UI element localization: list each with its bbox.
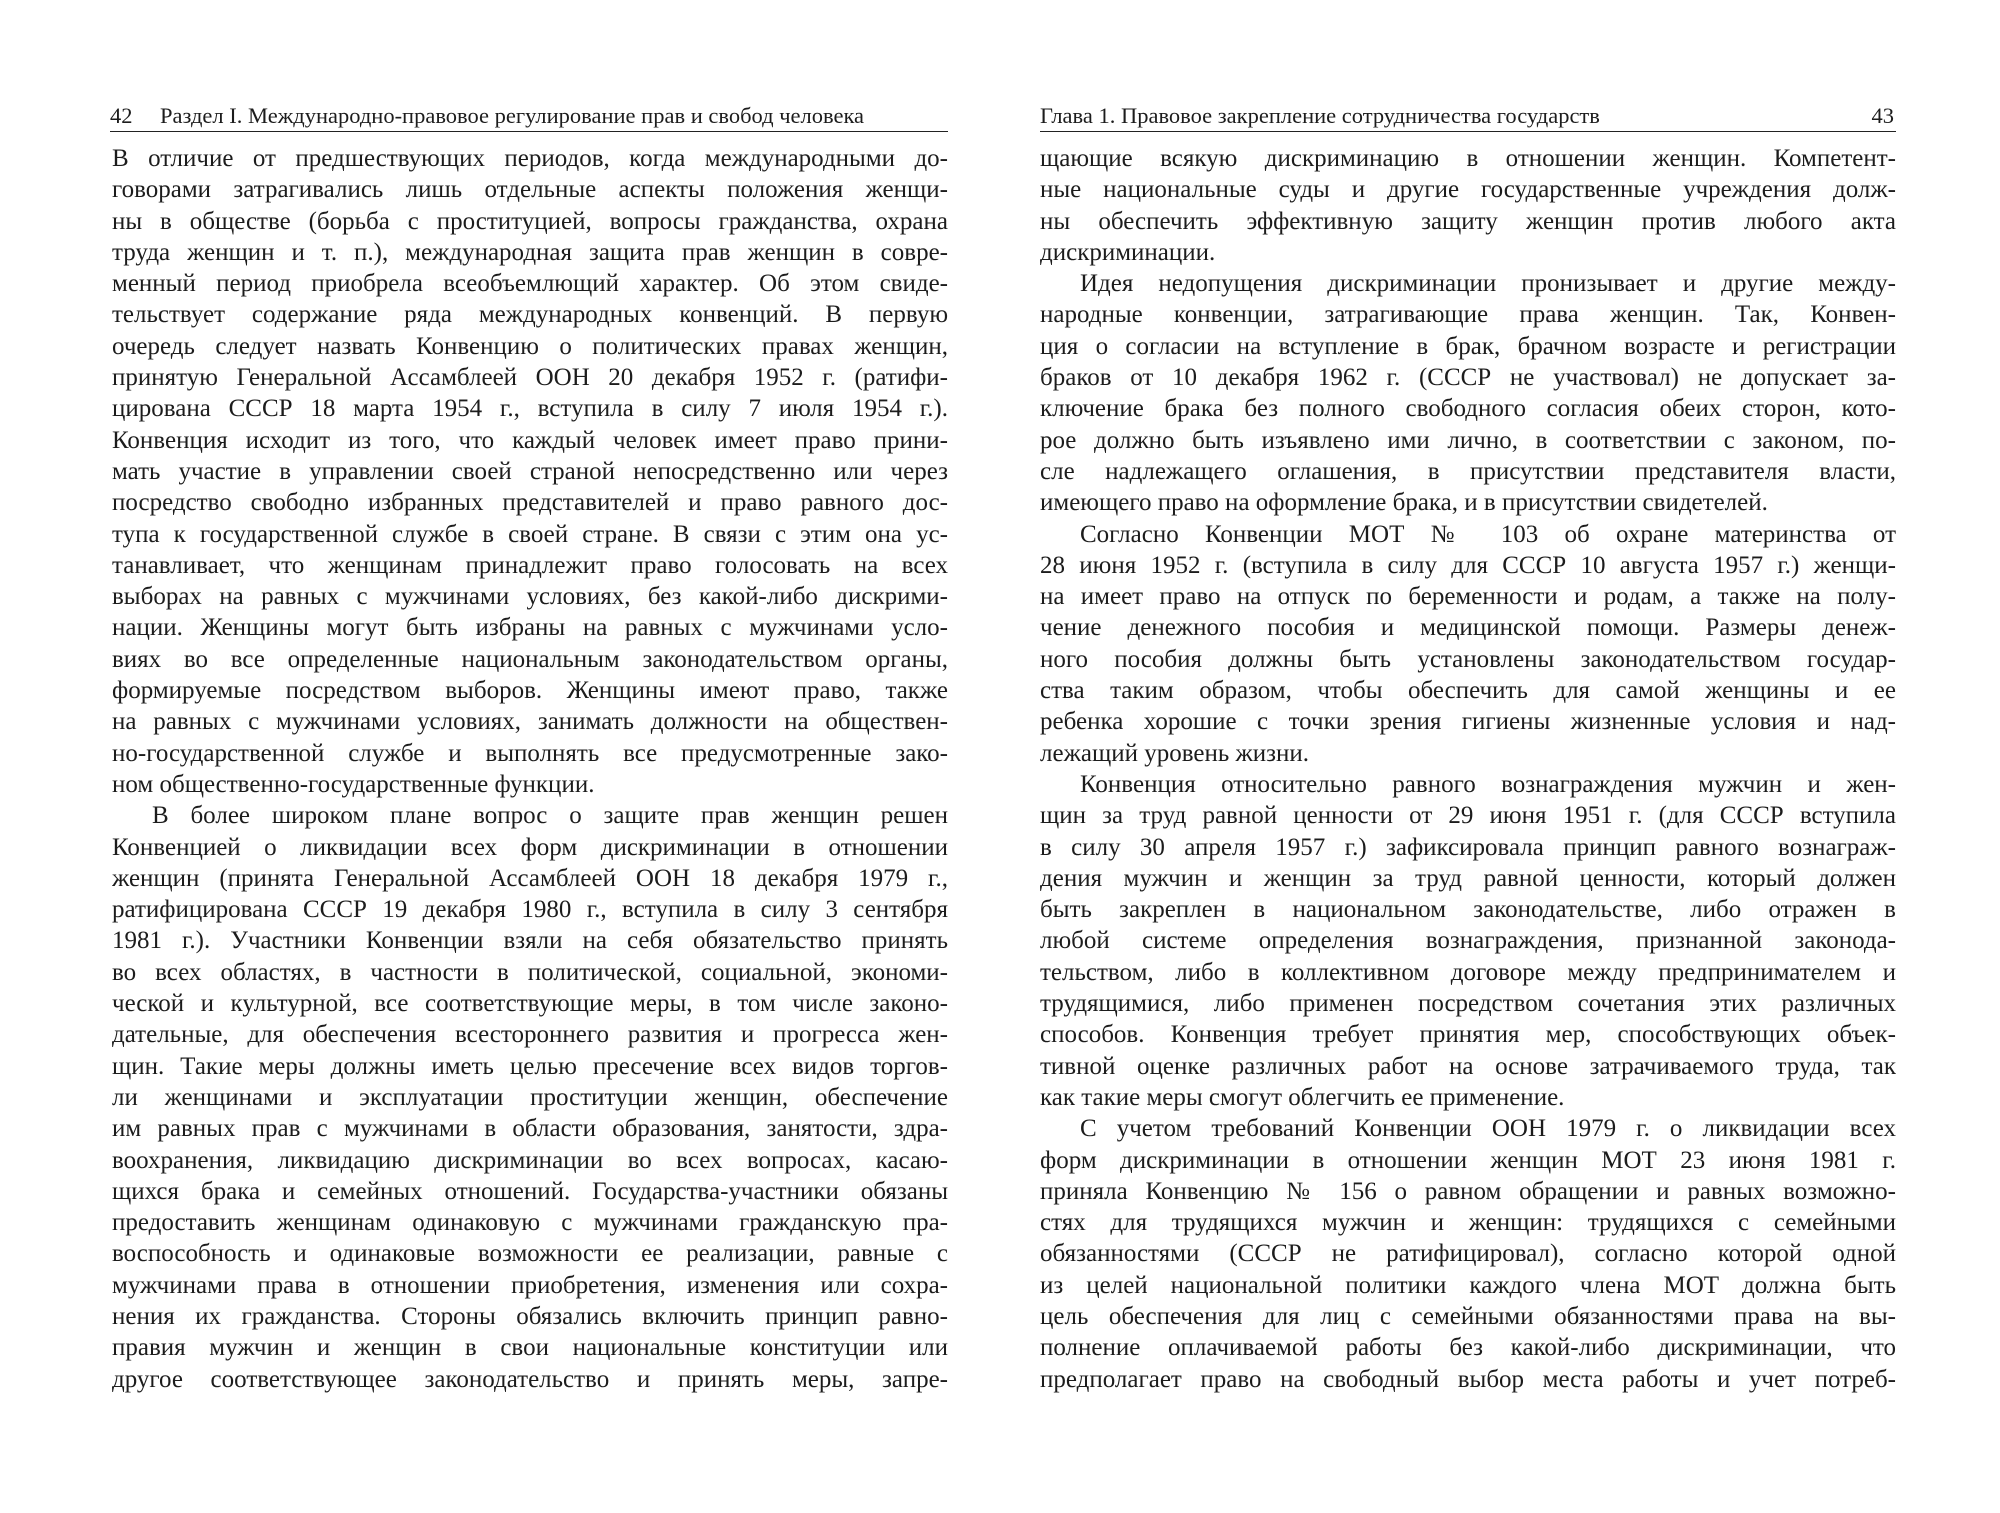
text-line: предполагает право на свободный выбор места работы и учет потреб-: [1040, 1365, 1896, 1393]
section-title: Раздел I. Международно-правовое регулирование прав и свобод человека: [160, 103, 865, 128]
text-line: ны обеспечить эффективную защиту женщин против любого акта: [1040, 207, 1896, 235]
text-line: виях во все определенные национальным законодательством органы,: [112, 645, 948, 673]
text-line: 28 июня 1952 г. (вступила в силу для СССР 10 августа 1957 г.) женщи-: [1040, 551, 1896, 579]
text-line: ратифицирована СССР 19 декабря 1980 г., вступила в силу 3 сентября: [112, 896, 948, 924]
text-line: рое должно быть изъявлено ими лично, в соответствии с законом, по-: [1040, 426, 1896, 454]
text-line: цель обеспечения для лиц с семейными обязанностями права на вы-: [1040, 1302, 1896, 1330]
text-line: выборах на равных с мужчинами условиях, без какой-либо дискрими-: [112, 583, 948, 611]
text-line: быть закреплен в национальном законодательстве, либо отражен в: [1040, 896, 1896, 924]
text-line: любой системе определения вознаграждения, признанной законода-: [1040, 927, 1896, 955]
text-line: ли женщинами и эксплуатации проституции женщин, обеспечение: [112, 1083, 948, 1111]
text-line: сле надлежащего оглашения, в присутствии представителя власти,: [1040, 457, 1896, 485]
text-line: на равных с мужчинами условиях, занимать должности на обществен-: [112, 708, 948, 736]
text-line: принятую Генеральной Ассамблеей ООН 20 декабря 1952 г. (ратифи-: [112, 364, 948, 392]
text-line: предоставить женщинам одинаковую с мужчинами гражданскую пра-: [112, 1209, 948, 1237]
text-line: воохранения, ликвидацию дискриминации во всех вопросах, касаю-: [112, 1146, 948, 1174]
text-column: [112, 143, 948, 1395]
text-line: менный период приобрела всеобъемлющий характер. Об этом свиде-: [112, 270, 948, 298]
text-line: дения мужчин и женщин за труд равной ценности, который должен: [1040, 864, 1896, 892]
text-line: имеющего право на оформление брака, и в присутствии свидетелей.: [1040, 489, 1768, 517]
text-line: мать участие в управлении своей страной непосредственно или через: [112, 457, 948, 485]
text-line: мужчинами права в отношении приобретения, изменения или сохра-: [112, 1271, 948, 1299]
text-line: ция о согласии на вступление в брак, брачном возрасте и регистрации: [1040, 332, 1896, 360]
text-line: способов. Конвенция требует принятия мер, способствующих объек-: [1040, 1021, 1896, 1049]
page-number: 43: [1871, 103, 1894, 128]
text-line: но-государственной службе и выполнять все предусмотренные зако-: [112, 739, 948, 767]
text-line: трудящимися, либо применен посредством сочетания этих различных: [1040, 990, 1896, 1018]
text-line: очередь следует назвать Конвенцию о политических правах женщин,: [112, 332, 948, 360]
running-header: [110, 99, 948, 132]
text-line: нации. Женщины могут быть избраны на равных с мужчинами усло-: [112, 614, 948, 642]
text-line: чение денежного пособия и медицинской помощи. Размеры денеж-: [1040, 614, 1896, 642]
text-line: ном общественно-государственные функции.: [112, 770, 595, 798]
text-line: В отличие от предшествующих периодов, когда международными до-: [112, 145, 948, 172]
text-line: посредство свободно избранных представителей и право равного дос-: [112, 489, 948, 517]
text-line: Идея недопущения дискриминации пронизывает и другие между-: [1080, 270, 1896, 298]
text-line: Конвенция исходит из того, что каждый человек имеет право прини-: [112, 426, 948, 454]
text-line: ключение брака без полного свободного согласия обеих сторон, кото-: [1040, 395, 1896, 423]
text-line: тивной оценке различных работ на основе затрачиваемого труда, так: [1040, 1052, 1896, 1080]
text-line: дательные, для обеспечения всестороннего развития и прогресса жен-: [112, 1021, 948, 1049]
text-line: ные национальные суды и другие государственные учреждения долж-: [1040, 176, 1896, 204]
text-line: им равных прав с мужчинами в области образования, занятости, здра-: [112, 1115, 948, 1143]
text-line: тельствует содержание ряда международных конвенций. В первую: [112, 301, 948, 329]
text-line: воспособность и одинаковые возможности ее реализации, равные с: [112, 1240, 948, 1268]
text-line: форм дискриминации в отношении женщин МОТ 23 июня 1981 г.: [1040, 1146, 1896, 1174]
text-line: формируемые посредством выборов. Женщины имеют право, также: [112, 677, 948, 705]
text-line: говорами затрагивались лишь отдельные аспекты положения женщи-: [112, 176, 948, 204]
text-line: лежащий уровень жизни.: [1040, 739, 1310, 767]
text-line: обязанностями (СССР не ратифицировал), согласно которой одной: [1040, 1240, 1896, 1268]
text-line: браков от 10 декабря 1962 г. (СССР не участвовал) не допускает за-: [1040, 364, 1896, 392]
text-line: цирована СССР 18 марта 1954 г., вступила в силу 7 июля 1954 г.).: [112, 395, 948, 423]
text-line: женщин (принята Генеральной Ассамблеей ООН 18 декабря 1979 г.,: [112, 864, 948, 892]
text-line: народные конвенции, затрагивающие права женщин. Так, Конвен-: [1040, 301, 1896, 329]
text-line: танавливает, что женщинам принадлежит право голосовать на всех: [112, 551, 948, 579]
text-line: щихся брака и семейных отношений. Государства-участники обязаны: [112, 1177, 948, 1205]
text-line: В более широком плане вопрос о защите прав женщин решен: [152, 802, 948, 830]
text-line: щин. Такие меры должны иметь целью пресечение всех видов торгов-: [112, 1052, 948, 1080]
text-line: щин за труд равной ценности от 29 июня 1951 г. (для СССР вступила: [1040, 802, 1896, 830]
running-header: [1040, 99, 1896, 132]
text-line: дискриминации.: [1040, 238, 1216, 266]
text-line: ческой и культурной, все соответствующие меры, в том числе законо-: [112, 990, 948, 1018]
text-line: в силу 30 апреля 1957 г.) зафиксировала принцип равного вознаграж-: [1040, 833, 1896, 861]
text-line: другое соответствующее законодательство и принять меры, запре-: [112, 1365, 948, 1393]
text-line: правия мужчин и женщин в свои национальные конституции или: [112, 1334, 948, 1362]
text-line: приняла Конвенцию № 156 о равном обращении и равных возможно-: [1040, 1177, 1896, 1205]
page-number: 42: [110, 103, 133, 128]
text-line: С учетом требований Конвенции ООН 1979 г. о ликвидации всех: [1080, 1115, 1896, 1143]
text-line: Согласно Конвенции МОТ № 103 об охране материнства от: [1080, 520, 1896, 548]
text-line: Конвенция относительно равного вознаграждения мужчин и жен-: [1080, 770, 1896, 798]
chapter-title: Глава 1. Правовое закрепление сотрудничества государств: [1040, 103, 1600, 128]
text-line: на имеет право на отпуск по беременности и родам, а также на полу-: [1040, 583, 1896, 611]
text-line: нения их гражданства. Стороны обязались включить принцип равно-: [112, 1302, 948, 1330]
text-line: 1981 г.). Участники Конвенции взяли на себя обязательство принять: [112, 927, 948, 955]
text-line: ного пособия должны быть установлены законодательством государ-: [1040, 645, 1896, 673]
text-line: как такие меры смогут облегчить ее применение.: [1040, 1083, 1565, 1111]
text-line: тельством, либо в коллективном договоре между предпринимателем и: [1040, 958, 1896, 986]
text-line: ребенка хорошие с точки зрения гигиены жизненные условия и над-: [1040, 708, 1896, 736]
text-line: ны в обществе (борьба с проституцией, вопросы гражданства, охрана: [112, 207, 948, 235]
text-column: [1040, 143, 1896, 1395]
right-page: [1000, 0, 2000, 1513]
text-line: Конвенцией о ликвидации всех форм дискриминации в отношении: [112, 833, 948, 861]
text-line: из целей национальной политики каждого члена МОТ должна быть: [1040, 1271, 1896, 1299]
text-line: ства таким образом, чтобы обеспечить для самой женщины и ее: [1040, 677, 1896, 705]
text-line: тупа к государственной службе в своей стране. В связи с этим она ус-: [112, 520, 948, 548]
text-line: труда женщин и т. п.), международная защита прав женщин в совре-: [112, 238, 948, 266]
text-line: щающие всякую дискриминацию в отношении женщин. Компетент-: [1040, 145, 1896, 172]
text-line: во всех областях, в частности в политической, социальной, экономи-: [112, 958, 948, 986]
text-line: стях для трудящихся мужчин и женщин: трудящихся с семейными: [1040, 1209, 1896, 1237]
text-line: полнение оплачиваемой работы без какой-либо дискриминации, что: [1040, 1334, 1896, 1362]
